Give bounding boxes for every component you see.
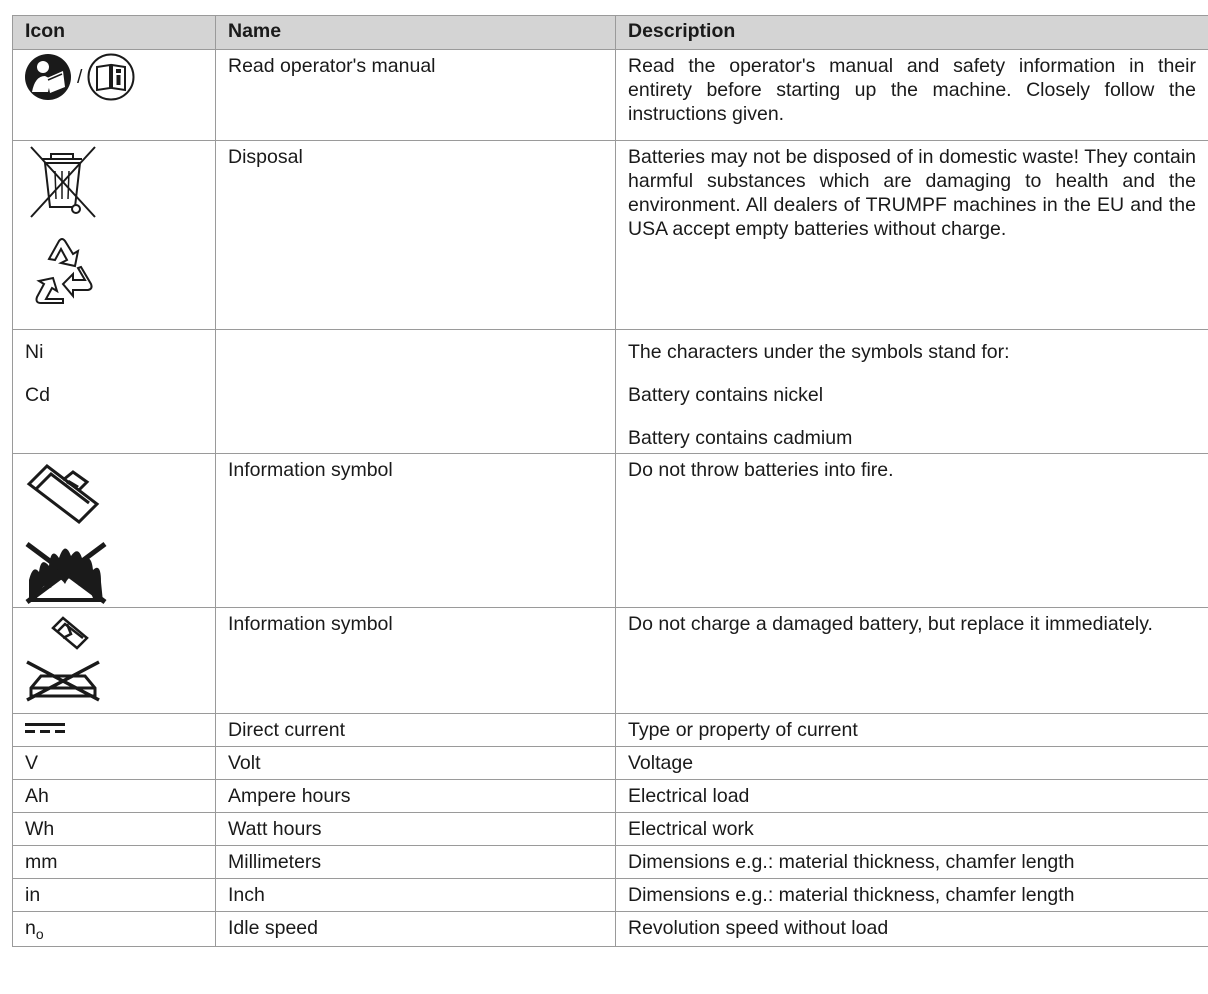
- table-row: [13, 912, 1208, 947]
- table-row: [13, 50, 1208, 141]
- icon-separator: /: [77, 66, 83, 88]
- description-cell: Voltage: [616, 747, 1208, 780]
- name-cell: Idle speed: [216, 912, 616, 947]
- table-row: [13, 846, 1208, 879]
- description-cell: Dimensions e.g.: material thickness, chamfer length: [616, 879, 1208, 912]
- symbols-table: [12, 15, 1208, 947]
- recycling-icon: [23, 229, 101, 313]
- description-cell: Electrical work: [616, 813, 1208, 846]
- name-cell: Information symbol: [216, 454, 616, 608]
- name-cell: Direct current: [216, 714, 616, 747]
- cadmium-symbol: Cd: [25, 384, 50, 406]
- crossed-fire-icon: [23, 536, 109, 604]
- read-manual-icon: [23, 52, 73, 102]
- icon-cell: [13, 714, 216, 747]
- table-row: [13, 330, 1208, 454]
- table-row: [13, 780, 1208, 813]
- description-cell: Do not throw batteries into fire.: [616, 454, 1208, 608]
- battery-icon: [23, 458, 103, 528]
- name-cell: [216, 330, 616, 454]
- description-cell: Read the operator's manual and safety information in their entirety before starting up the machine. Closely follow the instructions given.: [616, 50, 1208, 141]
- description-intro: The characters under the symbols stand for:: [628, 341, 1010, 363]
- table-header-row: [13, 16, 1208, 50]
- name-cell: Millimeters: [216, 846, 616, 879]
- header-icon: Icon: [13, 16, 216, 50]
- icon-cell: [13, 50, 216, 141]
- description-nickel: Battery contains nickel: [628, 384, 824, 406]
- crossed-charger-icon: [23, 658, 103, 702]
- table-row: [13, 141, 1208, 330]
- icon-cell: in: [13, 879, 216, 912]
- description-cell: Electrical load: [616, 780, 1208, 813]
- icon-cell: [13, 454, 216, 608]
- description-cell: Revolution speed without load: [616, 912, 1208, 947]
- icon-cell: mm: [13, 846, 216, 879]
- name-cell: Read operator's manual: [216, 50, 616, 141]
- description-cadmium: Battery contains cadmium: [628, 427, 853, 449]
- name-cell: Watt hours: [216, 813, 616, 846]
- header-description: Description: [616, 16, 1208, 50]
- nickel-symbol: Ni: [25, 341, 44, 363]
- table-row: [13, 608, 1208, 714]
- description-cell: Do not charge a damaged battery, but replace it immediately.: [616, 608, 1208, 714]
- idle-speed-subscript: o: [35, 926, 44, 942]
- header-name: Name: [216, 16, 616, 50]
- damaged-battery-icon: [23, 612, 103, 656]
- description-cell: Dimensions e.g.: material thickness, chamfer length: [616, 846, 1208, 879]
- icon-cell: Ah: [13, 780, 216, 813]
- crossed-out-bin-icon: [23, 143, 101, 221]
- description-cell: Type or property of current: [616, 714, 1208, 747]
- name-cell: Information symbol: [216, 608, 616, 714]
- direct-current-icon: [25, 720, 65, 736]
- idle-speed-symbol: n: [25, 917, 36, 939]
- table-row: [13, 714, 1208, 747]
- name-cell: Ampere hours: [216, 780, 616, 813]
- table-row: [13, 813, 1208, 846]
- name-cell: Volt: [216, 747, 616, 780]
- table-row: [13, 454, 1208, 608]
- icon-cell: Wh: [13, 813, 216, 846]
- table-row: [13, 747, 1208, 780]
- table-row: [13, 879, 1208, 912]
- manual-info-icon: [86, 52, 136, 102]
- description-cell: [616, 330, 1208, 454]
- description-cell: Batteries may not be disposed of in domestic waste! They contain harmful substances which are damaging to health and the environment. All dealers of TRUMPF machines in the EU and the USA accept empty batteries without charge.: [616, 141, 1208, 330]
- name-cell: Inch: [216, 879, 616, 912]
- icon-cell: V: [13, 747, 216, 780]
- icon-cell: [13, 912, 216, 947]
- icon-cell: [13, 141, 216, 330]
- icon-cell: [13, 330, 216, 454]
- name-cell: Disposal: [216, 141, 616, 330]
- icon-cell: [13, 608, 216, 714]
